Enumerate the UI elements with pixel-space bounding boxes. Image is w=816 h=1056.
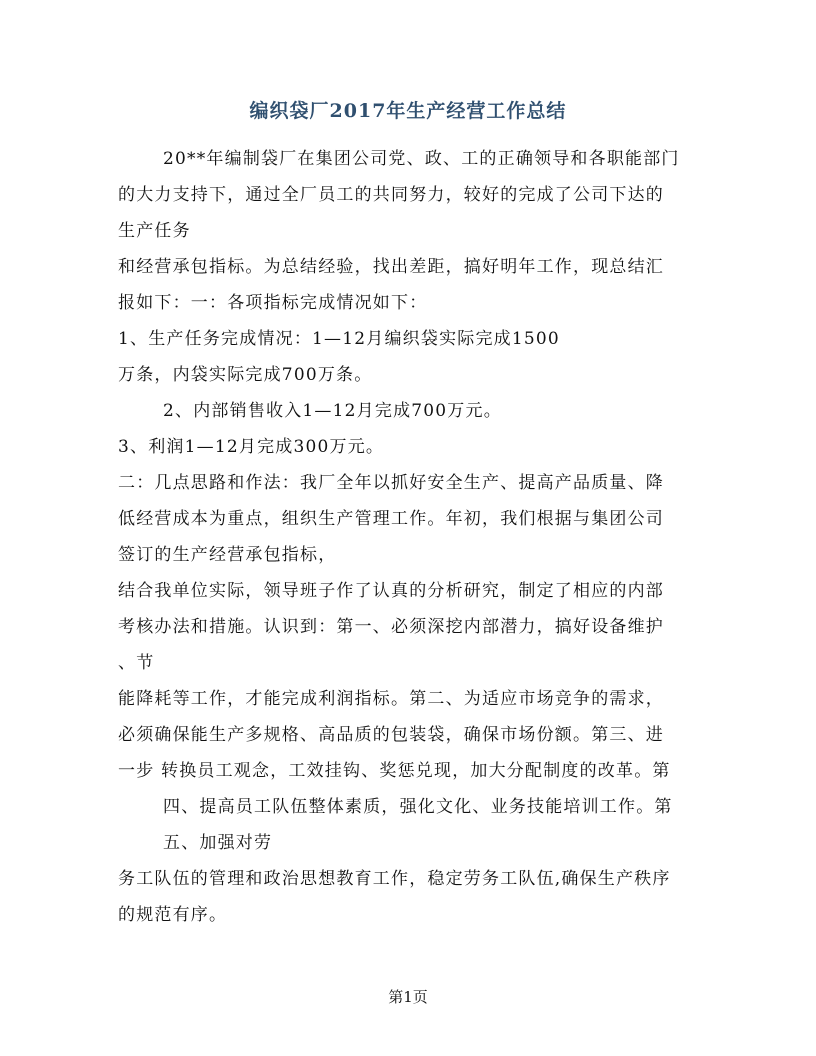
body-line-3: 生产任务 <box>118 221 191 241</box>
body-line-14: 考核办法和措施。认识到：第一、必须深挖内部潜力，搞好设备维护 <box>118 617 664 637</box>
body-line-4: 和经营承包指标。为总结经验，找出差距，搞好明年工作，现总结汇 <box>118 257 664 277</box>
page-number: 第1页 <box>388 988 428 1006</box>
body-line-8: 2、内部销售收入1—12月完成700万元。 <box>163 401 502 421</box>
body-line-11: 低经营成本为重点，组织生产管理工作。年初，我们根据与集团公司 <box>118 509 664 529</box>
body-line-2: 的大力支持下，通过全厂员工的共同努力，较好的完成了公司下达的 <box>118 185 664 205</box>
body-line-1: 20**年编制袋厂在集团公司党、政、工的正确领导和各职能部门 <box>163 149 680 169</box>
body-line-18: 一步 转换员工观念，工效挂钩、奖惩兑现，加大分配制度的改革。第 <box>118 761 671 781</box>
body-line-13: 结合我单位实际，领导班子作了认真的分析研究，制定了相应的内部 <box>118 581 664 601</box>
body-line-17: 必须确保能生产多规格、高品质的包装袋，确保市场份额。第三、进 <box>118 725 664 745</box>
document-title: 编织袋厂2017年生产经营工作总结 <box>249 100 567 122</box>
body-line-6: 1、生产任务完成情况：1—12月编织袋实际完成1500 <box>118 329 560 349</box>
body-line-16: 能降耗等工作，才能完成利润指标。第二、为适应市场竞争的需求， <box>118 689 664 709</box>
body-line-22: 的规范有序。 <box>118 905 228 925</box>
body-line-5: 报如下：一：各项指标完成情况如下： <box>118 293 428 313</box>
body-line-20: 五、加强对劳 <box>163 833 273 853</box>
body-line-21: 务工队伍的管理和政治思想教育工作，稳定劳务工队伍,确保生产秩序 <box>118 869 671 889</box>
body-line-15: 、节 <box>118 653 155 673</box>
body-line-10: 二：几点思路和作法：我厂全年以抓好安全生产、提高产品质量、降 <box>118 473 664 493</box>
body-line-19: 四、提高员工队伍整体素质，强化文化、业务技能培训工作。第 <box>163 797 673 817</box>
body-line-9: 3、利润1—12月完成300万元。 <box>118 437 385 457</box>
body-line-7: 万条，内袋实际完成700万条。 <box>118 365 373 385</box>
body-line-12: 签订的生产经营承包指标， <box>118 545 337 565</box>
